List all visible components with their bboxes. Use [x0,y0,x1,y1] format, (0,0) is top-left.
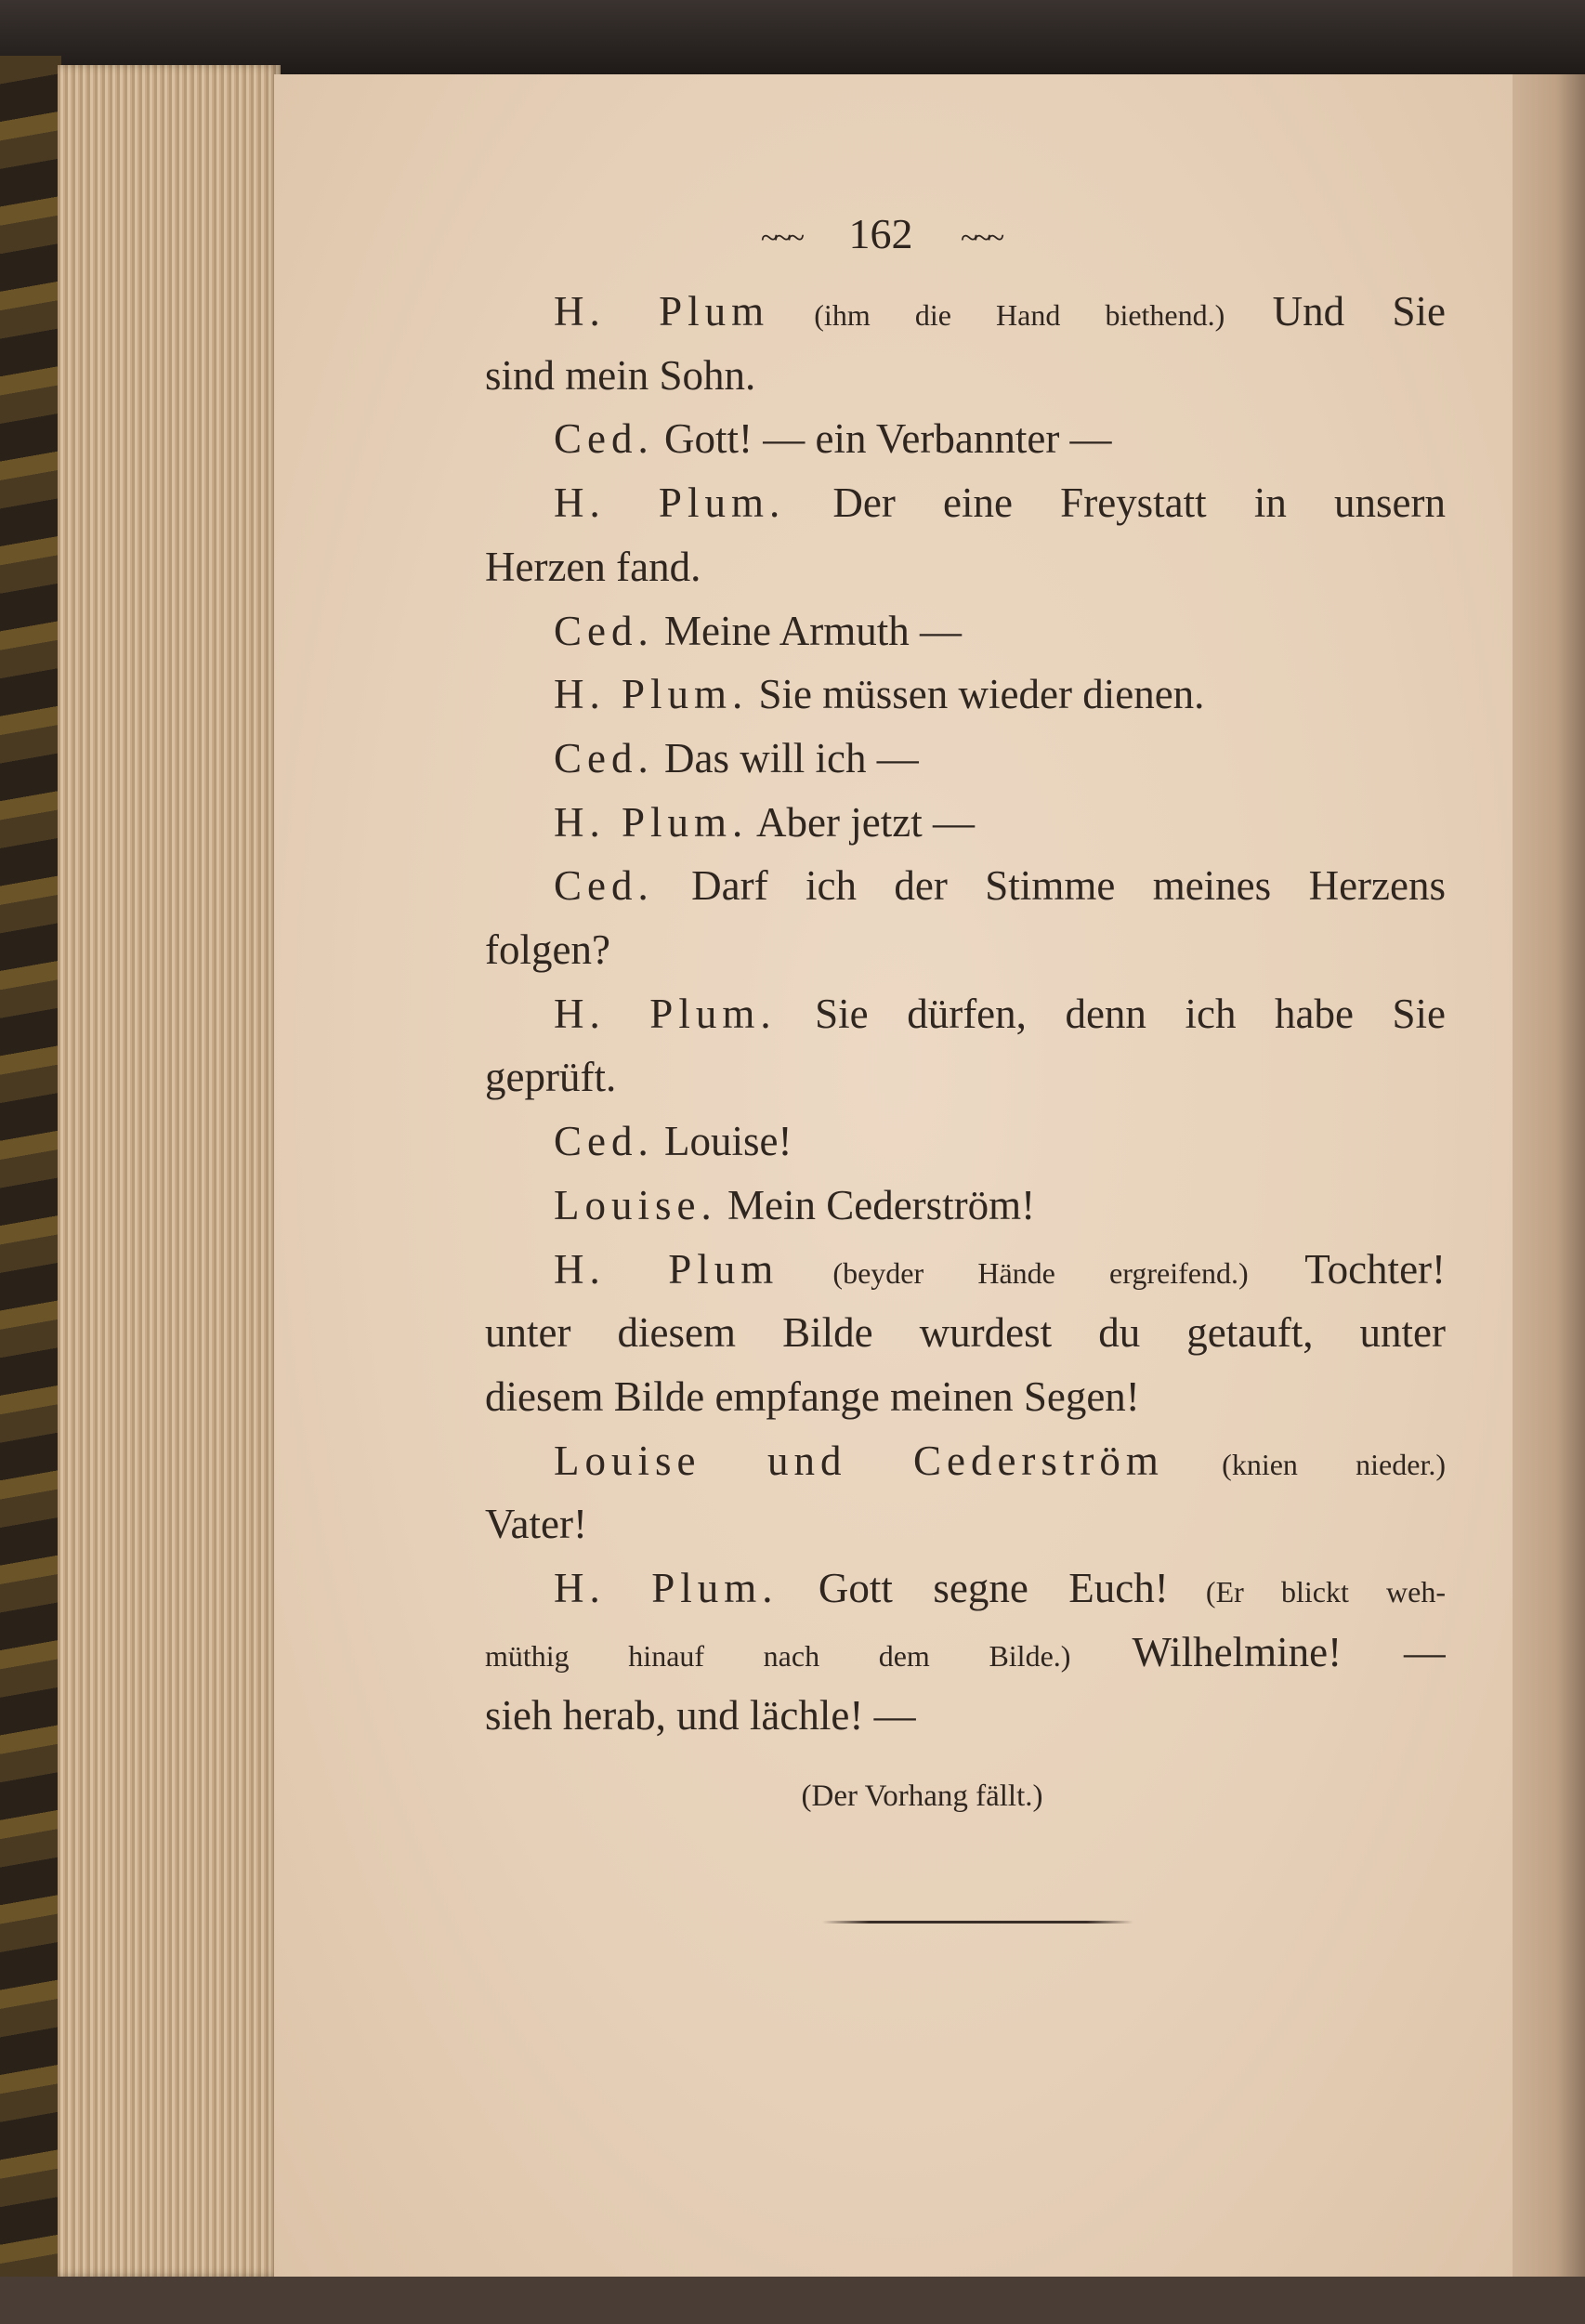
text-line [485,411,1446,466]
dialogue-text: Mein Cederström! [716,1181,1036,1228]
dialogue-text: Wilhelmine! — [1070,1628,1446,1675]
dialogue-text: Gott! — ein Verbannter — [653,415,1112,463]
speaker-name: H. Plum. [554,479,786,527]
dialogue-text: Und Sie [1225,288,1446,335]
dialogue-text: diesem Bilde empfange meinen Segen! [485,1372,1140,1420]
end-rule [822,1921,1133,1924]
speaker-name: Ced. [554,862,654,910]
book-cover-top [0,0,1585,74]
dialogue-text: Vater! [485,1501,587,1548]
page-stack-edges [58,65,281,2277]
text-line [485,922,1446,978]
dialogue-text: folgen? [485,926,610,973]
stage-direction: (beyder Hände ergreifend.) [779,1255,1249,1290]
text-line [485,1433,1446,1489]
dialogue-text: sieh herab, und lächle! — [485,1692,916,1740]
text-line [485,1241,1446,1297]
speaker-name: Louise und Cederström [554,1437,1164,1484]
ornament-right: ~~~ [961,221,1002,256]
dialogue-text: Gott segne Euch! [778,1565,1169,1611]
dialogue-text: Der eine Freystatt in unsern [785,479,1446,527]
dialogue-text: geprüft. [485,1054,617,1101]
speaker-name: H. Plum. [554,990,777,1037]
speaker-name: H. Plum [554,288,770,335]
dialogue-text: unter diesem Bilde wurdest du getauft, unter [485,1309,1446,1357]
stage-direction: müthig hinauf nach dem Bilde.) [485,1638,1071,1673]
text-line [485,1560,1446,1616]
dialogue-text: Das will ich — [653,734,919,781]
text-line [485,1369,1446,1425]
text-line [485,539,1446,595]
ornament-left: ~~~ [760,221,801,256]
text-line [485,1687,1446,1743]
text-line [485,730,1446,786]
dialogue-text: Meine Armuth — [653,607,962,654]
text-line [485,1049,1446,1105]
speaker-name: Ced. [554,734,654,781]
speaker-name: H. Plum. [554,1565,779,1611]
page-number: 162 [848,210,913,257]
text-line [485,986,1446,1042]
speaker-name: H. Plum [554,1245,779,1293]
dialogue-text: Tochter! [1248,1245,1446,1293]
text-line [485,603,1446,659]
page-header [0,209,1585,258]
speaker-name: Ced. [554,607,654,654]
facing-page-edge [1513,74,1585,2324]
dialogue-text: Herzen fand. [485,543,701,590]
speaker-name: H. Plum. [554,798,749,846]
text-line [485,1496,1446,1552]
text-line [485,1177,1446,1233]
stage-direction: (knien nieder.) [1163,1447,1446,1481]
closing-stage-direction: (Der Vorhang fällt.) [801,1779,1043,1813]
dialogue-text: sind mein Sohn. [485,351,756,399]
text-line [485,666,1446,722]
dialogue-text: Sie müssen wieder dienen. [748,671,1205,718]
book-cover-marbled-edge [0,56,61,2324]
stage-direction: (ihm die Hand biethend.) [769,298,1225,332]
text-line [485,1305,1446,1360]
speaker-name: H. Plum. [554,671,749,718]
book-bottom-shadow [0,2277,1585,2324]
stage-direction: (Er blickt weh- [1168,1575,1446,1608]
text-line [485,1113,1446,1169]
dialogue-text: Aber jetzt — [748,798,975,846]
speaker-name: Ced. [554,415,654,463]
dialogue-text: Louise! [653,1118,792,1165]
speaker-name: Ced. [554,1118,654,1165]
text-line [485,1624,1446,1680]
text-line [485,858,1446,913]
dialogue-text: Sie dürfen, denn ich habe Sie [776,990,1446,1037]
text-line [485,794,1446,850]
text-line [485,475,1446,531]
speaker-name: Louise. [554,1181,717,1228]
text-line [485,348,1446,403]
dialogue-text: Darf ich der Stimme meines Herzens [653,862,1446,910]
text-line [485,283,1446,339]
